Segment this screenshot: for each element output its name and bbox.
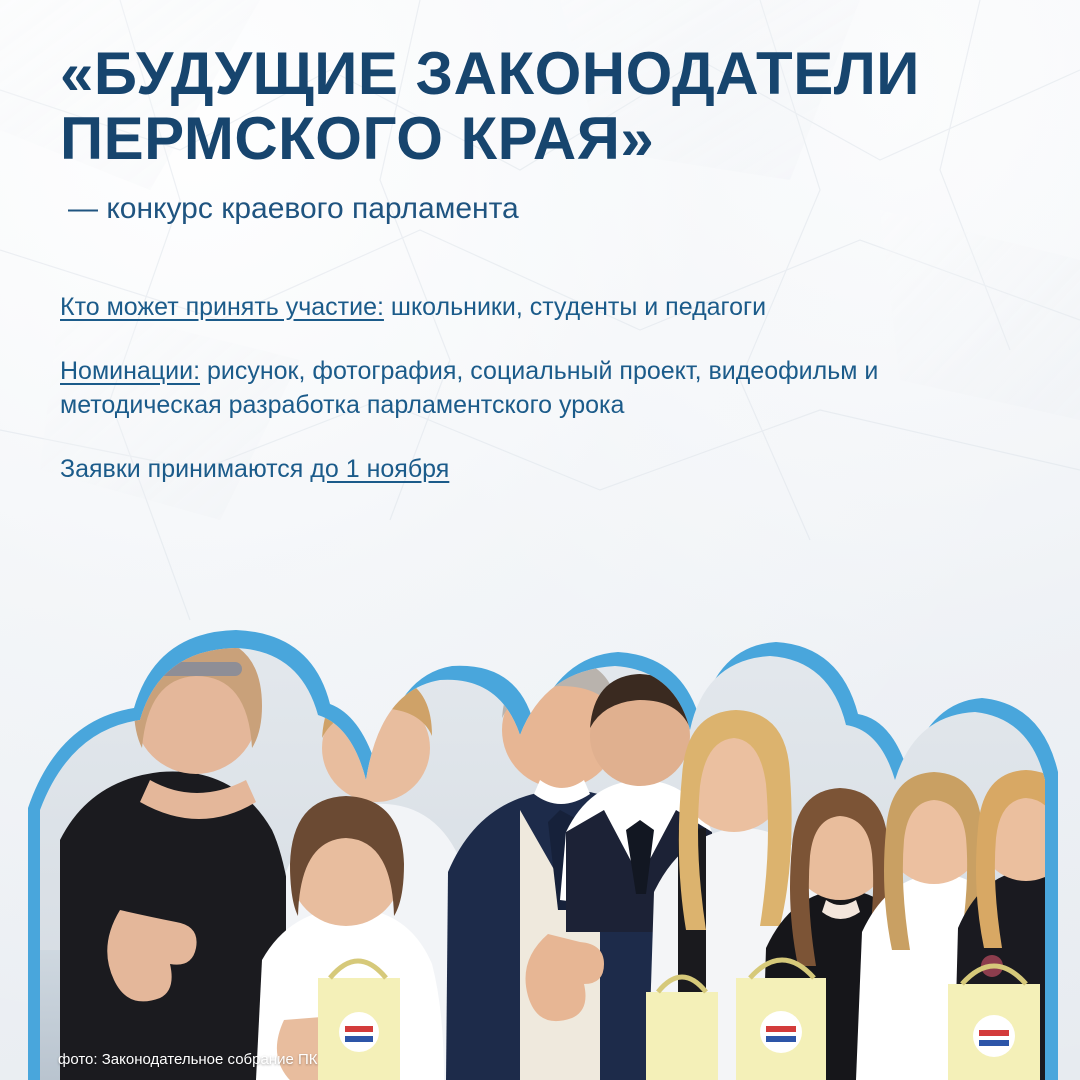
- fact-nominations-value: рисунок, фотография, социальный проект, видеофильм и методическая разработка парламентского урока: [60, 356, 879, 419]
- group-photo: [0, 480, 1080, 1080]
- page-title: «БУДУЩИЕ ЗАКОНОДАТЕЛИ ПЕРМСКОГО КРАЯ»: [60, 40, 920, 172]
- fact-participants: [60, 290, 990, 324]
- gift-bag-2: [646, 977, 718, 1080]
- fact-participants-value: школьники, студенты и педагоги: [383, 292, 767, 321]
- page-subtitle: — конкурс краевого парламента: [68, 191, 519, 225]
- fact-nominations: [60, 354, 990, 422]
- poster-text-block: [60, 42, 1040, 516]
- photo-credit: фото: Законодательное собрание ПК: [58, 1051, 318, 1068]
- facts-list: [60, 290, 1040, 486]
- fact-participants-label: Кто может принять участие:: [60, 292, 384, 321]
- gift-bag-3: [736, 960, 826, 1080]
- gift-bag-1: [318, 961, 400, 1080]
- fact-deadline-prefix: Заявки принимаются: [60, 454, 311, 483]
- fact-nominations-label: Номинации:: [60, 356, 201, 385]
- fact-deadline-date: до 1 ноября: [310, 454, 450, 483]
- group-photo-illustration: [0, 480, 1080, 1080]
- fact-deadline: [60, 452, 990, 486]
